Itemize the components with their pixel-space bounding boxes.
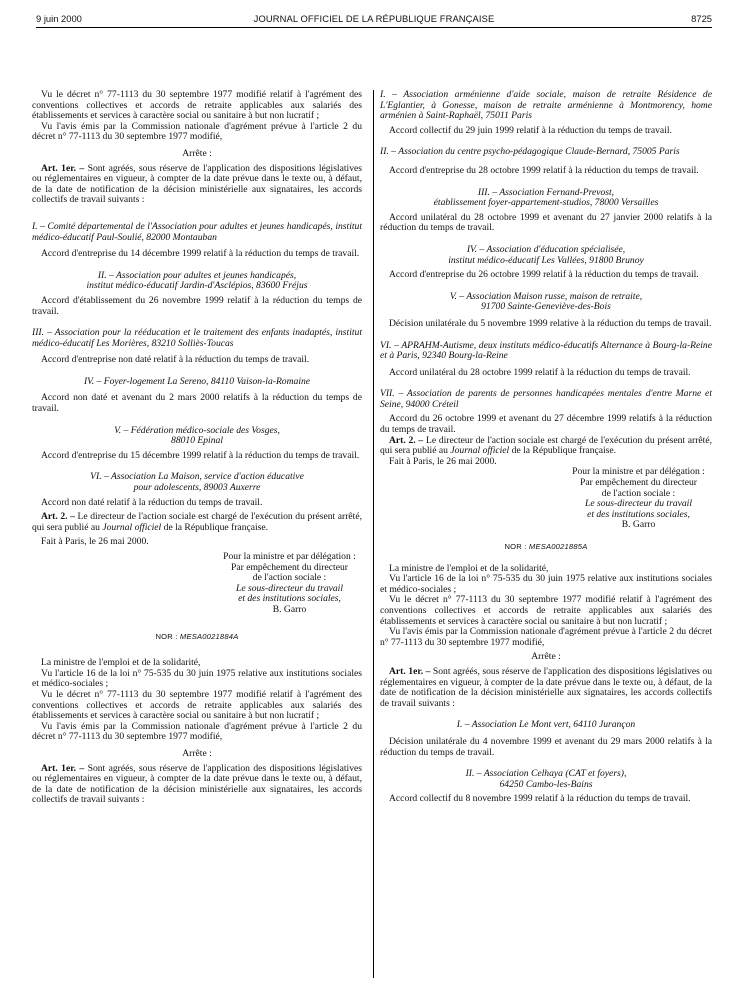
- section-text: Accord d'entreprise du 26 octobre 1999 relatif à la réduction du temps de travail.: [389, 269, 699, 281]
- signature-line: de l'action sociale :: [252, 572, 327, 584]
- article-label: Art. 2. –: [41, 511, 75, 523]
- section-title: II. – Association Celhaya (CAT et foyers),: [465, 768, 627, 780]
- nor-code: MESA0021884A: [179, 631, 239, 641]
- nor-reference: [32, 632, 362, 643]
- section-title: 91700 Sainte-Geneviève-des-Bois: [481, 301, 611, 313]
- section-title: 64250 Cambo-les-Bains: [499, 778, 593, 790]
- article-1: [32, 764, 362, 806]
- header-title: JOURNAL OFFICIEL DE LA RÉPUBLIQUE FRANÇAISE: [253, 13, 495, 24]
- section-title: III. – Association Fernand-Prevost,: [477, 186, 615, 198]
- column-divider: [373, 90, 374, 978]
- visa: Vu l'article 16 de la loi n° 75-535 du 30 juin 1975 relative aux institutions sociales et médico-sociales ;: [32, 667, 362, 690]
- section-text: Accord d'établissement du 26 novembre 1999 relatif à la réduction du temps de travail.: [32, 294, 362, 317]
- visa: Vu l'avis émis par la Commission nationale d'agrément prévue à l'article 2 du décret n° 77-1113 du 30 septembre 1977 modifié,: [32, 720, 362, 743]
- article-label: Art. 2. –: [389, 434, 424, 446]
- signature-line: et des institutions sociales,: [238, 593, 341, 605]
- article-text: de la République française.: [163, 521, 269, 533]
- nor-code: MESA0021885A: [528, 542, 588, 551]
- section-text: Accord d'entreprise du 28 octobre 1999 relatif à la réduction du temps de travail.: [389, 164, 699, 176]
- section-title: pour adolescents, 89003 Auxerre: [133, 482, 261, 494]
- section-text: Décision unilatérale du 5 novembre 1999 relative à la réduction du temps de travail.: [389, 317, 712, 329]
- visa: Vu le décret n° 77-1113 du 30 septembre 1977 modifié relatif à l'agrément des conventions collectives et accords de retraite applicables aux salariés des établissements et services à caractère social ou sanitaire à but non lucratif ;: [32, 89, 362, 122]
- section-title: I. – Comité départemental de l'Association pour adultes et jeunes handicapés, institut médico-éducatif Paul-Soulié, 82000 Montauban: [32, 220, 362, 243]
- nor-label: NOR :: [155, 631, 178, 641]
- signature-line: et des institutions sociales,: [587, 508, 690, 520]
- section-title: I. – Association arménienne d'aide sociale, maison de retraite Résidence de L'Eglantier, à Gonesse, maison de retraite arménienne à Montmorency, home arménien à Saint-Raphaël, 75011 Paris: [380, 89, 712, 122]
- signature-line: Pour la ministre et par délégation :: [223, 551, 356, 562]
- article-label: Art. 1er. –: [389, 665, 431, 677]
- visa: Vu l'avis émis par la Commission nationale d'agrément prévue à l'article 2 du décret n° 77-1113 du 30 septembre 1977 modifié,: [380, 626, 712, 648]
- header-date: 9 juin 2000: [36, 13, 82, 24]
- section-text: Accord d'entreprise du 15 décembre 1999 relatif à la réduction du temps de travail.: [41, 449, 360, 461]
- section-title: institut médico-éducatif Jardin-d'Asclépios, 83600 Fréjus: [86, 280, 308, 292]
- nor-reference: [380, 542, 712, 553]
- signature-block: [217, 552, 362, 616]
- article-2: [380, 436, 712, 457]
- arrete-heading: Arrête :: [531, 651, 561, 663]
- signature-block: [565, 467, 712, 531]
- section-text: Accord non daté relatif à la réduction du temps de travail.: [41, 496, 263, 508]
- section-title: 88010 Epinal: [171, 435, 223, 447]
- section-text: Accord d'entreprise non daté relatif à la réduction du temps de travail.: [41, 354, 310, 366]
- section-title: IV. – Foyer-logement La Sereno, 84110 Vaison-la-Romaine: [83, 375, 311, 387]
- article-label: Art. 1er. –: [41, 162, 85, 174]
- section-title: VI. – Association La Maison, service d'action éducative: [90, 471, 304, 483]
- visa: Vu le décret n° 77-1113 du 30 septembre 1977 modifié relatif à l'agrément des conventions collectives et accords de retraite applicables aux salariés des établissements et services à caractère social ou sanitaire à but non lucratif ;: [32, 688, 362, 722]
- arrete-heading: Arrête :: [182, 747, 212, 759]
- signature-line: Pour la ministre et par délégation :: [572, 466, 705, 478]
- article-2: [32, 512, 362, 533]
- fait-a-paris: Fait à Paris, le 26 mai 2000.: [41, 536, 149, 548]
- signature-line: Le sous-directeur du travail: [235, 582, 344, 594]
- section-text: Accord collectif du 29 juin 1999 relatif à la réduction du temps de travail.: [389, 124, 672, 136]
- section-title: II. – Association du centre psycho-pédagogique Claude-Bernard, 75005 Paris: [380, 146, 680, 158]
- article-label: Art. 1er. –: [41, 762, 85, 774]
- section-text: Accord non daté et avenant du 2 mars 2000 relatifs à la réduction du temps de travail.: [32, 392, 362, 415]
- signatory-name: B. Garro: [272, 603, 307, 615]
- article-text: Le directeur de l'action sociale est chargé de l'exécution du présent arrêté, qui sera publié au: [32, 511, 362, 533]
- signature-line: Le sous-directeur du travail: [584, 498, 693, 510]
- visa: Vu le décret n° 77-1113 du 30 septembre 1977 modifié relatif à l'agrément des conventions collectives et accords de retraite applicables aux salariés des établissements et services à caractère social ou sanitaire à but non lucratif ;: [380, 594, 712, 627]
- section-title: établissement foyer-appartement-studios, 78000 Versailles: [433, 197, 659, 209]
- section-text: Accord d'entreprise du 14 décembre 1999 relatif à la réduction du temps de travail.: [41, 248, 360, 260]
- section-title: VI. – APRAHM-Autisme, deux instituts médico-éducatifs Alternance à Bourg-la-Reine et à Paris, 92340 Bourg-la-Reine: [380, 339, 712, 362]
- section-title: IV. – Association d'éducation spécialisée,: [466, 243, 626, 255]
- section-title: V. – Association Maison russe, maison de retraite,: [449, 290, 643, 302]
- header-page-number: 8725: [691, 13, 712, 24]
- article-text: Sont agréés, sous réserve de l'application des dispositions législatives ou réglementaires en vigueur, à compter de la date prévue dans le texte ou, à défaut, de la date de notification de la décision ministérielle aux signataires, les accords collectifs de travail suivants :: [32, 762, 362, 806]
- header-rule: [36, 27, 712, 28]
- arrete-heading: Arrête :: [182, 147, 212, 159]
- article-1: [380, 667, 712, 709]
- section-text: Accord unilatéral du 28 octobre 1999 et avenant du 27 janvier 2000 relatifs à la réduction du temps de travail.: [380, 211, 712, 234]
- section-text: Décision unilatérale du 4 novembre 1999 et avenant du 29 mars 2000 relatifs à la réduction du temps de travail.: [380, 735, 712, 758]
- section-text: Accord collectif du 8 novembre 1999 relatif à la réduction du temps de travail.: [389, 793, 691, 805]
- journal-officiel: Journal officiel: [102, 521, 162, 533]
- section-title: institut médico-éducatif Les Vallées, 91800 Brunoy: [448, 254, 644, 266]
- left-column: [32, 90, 362, 806]
- fait-a-paris: Fait à Paris, le 26 mai 2000.: [389, 455, 497, 467]
- article-text: Le directeur de l'action sociale est chargé de l'exécution du présent arrêté, qui sera publié au: [380, 434, 712, 457]
- section-title: II. – Association pour adultes et jeunes handicapés,: [97, 269, 297, 281]
- article-text: Sont agréés, sous réserve de l'application des dispositions législatives ou réglementaires en vigueur, à compter de la date prévue dans le texte ou, à défaut, de la date de notification de la décision ministérielle aux signataires, les accords collectifs de travail suivants :: [32, 162, 362, 206]
- article-text: de la République française.: [511, 445, 617, 457]
- signatory-name: B. Garro: [621, 519, 656, 531]
- visa: Vu l'article 16 de la loi n° 75-535 du 30 juin 1975 relative aux institutions sociales et médico-sociales ;: [380, 573, 712, 595]
- nor-label: NOR :: [504, 542, 527, 551]
- signature-line: Par empêchement du directeur: [580, 477, 697, 489]
- article-1: [32, 164, 362, 206]
- journal-officiel: Journal officiel: [450, 445, 510, 457]
- section-title: I. – Association Le Mont vert, 64110 Jurançon: [456, 719, 636, 731]
- section-text: Accord du 26 octobre 1999 et avenant du 27 décembre 1999 relatifs à la réduction du temps de travail.: [380, 413, 712, 436]
- minister-line: La ministre de l'emploi et de la solidarité,: [41, 657, 201, 669]
- section-title: III. – Association pour la rééducation et le traitement des enfants inadaptés, institut médico-éducatif Les Morières, 83210 Solliès-Toucas: [32, 327, 362, 349]
- page-header: [36, 13, 712, 27]
- minister-line: La ministre de l'emploi et de la solidarité,: [389, 562, 549, 574]
- article-text: Sont agréés, sous réserve de l'application des dispositions législatives ou réglementaires en vigueur, à compter de la date prévue dans le texte ou, à défaut, de la date de notification de la décision ministérielle aux signataires, les accords collectifs de travail suivants :: [380, 665, 712, 709]
- section-title: V. – Fédération médico-sociale des Vosges,: [114, 424, 280, 436]
- visa: Vu l'avis émis par la Commission nationale d'agrément prévue à l'article 2 du décret n° 77-1113 du 30 septembre 1977 modifié,: [32, 120, 362, 143]
- signature-line: de l'action sociale :: [601, 487, 676, 499]
- right-column: [380, 90, 712, 805]
- signature-line: Par empêchement du directeur: [231, 561, 348, 573]
- section-text: Accord unilatéral du 28 octobre 1999 relatif à la réduction du temps de travail.: [389, 366, 691, 378]
- section-title: VII. – Association de parents de personnes handicapées mentales d'entre Marne et Seine, 94000 Créteil: [380, 388, 712, 410]
